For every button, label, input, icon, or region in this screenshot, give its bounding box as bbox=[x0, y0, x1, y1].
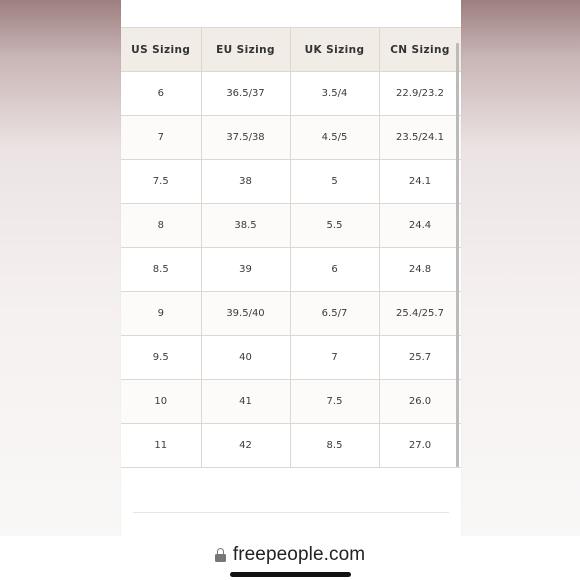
cell-us: 8 bbox=[121, 204, 201, 248]
cell-cn: 23.5/24.1 bbox=[379, 116, 461, 160]
cell-cn: 24.8 bbox=[379, 248, 461, 292]
cell-us: 7.5 bbox=[121, 160, 201, 204]
cell-uk: 6 bbox=[290, 248, 379, 292]
cell-us: 11 bbox=[121, 424, 201, 468]
column-header-eu: EU Sizing bbox=[201, 28, 290, 72]
horizontal-scroll-edge[interactable] bbox=[456, 43, 459, 467]
cell-us: 8.5 bbox=[121, 248, 201, 292]
lock-icon bbox=[215, 548, 226, 562]
cell-uk: 6.5/7 bbox=[290, 292, 379, 336]
cell-cn: 27.0 bbox=[379, 424, 461, 468]
column-header-cn: CN Sizing bbox=[379, 28, 461, 72]
cell-cn: 25.4/25.7 bbox=[379, 292, 461, 336]
cell-cn: 22.9/23.2 bbox=[379, 72, 461, 116]
cell-eu: 38.5 bbox=[201, 204, 290, 248]
cell-us: 9 bbox=[121, 292, 201, 336]
web-page-content bbox=[121, 0, 461, 536]
table-row bbox=[121, 160, 461, 204]
cell-us: 7 bbox=[121, 116, 201, 160]
cell-eu: 38 bbox=[201, 160, 290, 204]
table-row bbox=[121, 248, 461, 292]
cell-cn: 24.4 bbox=[379, 204, 461, 248]
cell-uk: 3.5/4 bbox=[290, 72, 379, 116]
url-text: freepeople.com bbox=[232, 544, 366, 565]
table-row bbox=[121, 116, 461, 160]
cell-cn: 24.1 bbox=[379, 160, 461, 204]
column-header-uk: UK Sizing bbox=[290, 28, 379, 72]
table-row bbox=[121, 292, 461, 336]
cell-eu: 41 bbox=[201, 380, 290, 424]
table-row bbox=[121, 336, 461, 380]
table-row bbox=[121, 204, 461, 248]
cell-eu: 36.5/37 bbox=[201, 72, 290, 116]
section-divider bbox=[133, 512, 449, 513]
cell-eu: 40 bbox=[201, 336, 290, 380]
cell-cn: 25.7 bbox=[379, 336, 461, 380]
cell-eu: 42 bbox=[201, 424, 290, 468]
table-header-row bbox=[121, 28, 461, 72]
cell-eu: 39 bbox=[201, 248, 290, 292]
table-row bbox=[121, 72, 461, 116]
cell-us: 9.5 bbox=[121, 336, 201, 380]
cell-cn: 26.0 bbox=[379, 380, 461, 424]
cell-us: 10 bbox=[121, 380, 201, 424]
home-indicator[interactable] bbox=[230, 572, 351, 577]
cell-eu: 37.5/38 bbox=[201, 116, 290, 160]
cell-uk: 7.5 bbox=[290, 380, 379, 424]
table-row bbox=[121, 424, 461, 468]
url-display[interactable] bbox=[0, 542, 580, 568]
table-row bbox=[121, 380, 461, 424]
size-chart-table bbox=[121, 27, 461, 468]
cell-uk: 5.5 bbox=[290, 204, 379, 248]
cell-eu: 39.5/40 bbox=[201, 292, 290, 336]
column-header-us: US Sizing bbox=[121, 28, 201, 72]
cell-us: 6 bbox=[121, 72, 201, 116]
cell-uk: 7 bbox=[290, 336, 379, 380]
cell-uk: 5 bbox=[290, 160, 379, 204]
cell-uk: 8.5 bbox=[290, 424, 379, 468]
cell-uk: 4.5/5 bbox=[290, 116, 379, 160]
